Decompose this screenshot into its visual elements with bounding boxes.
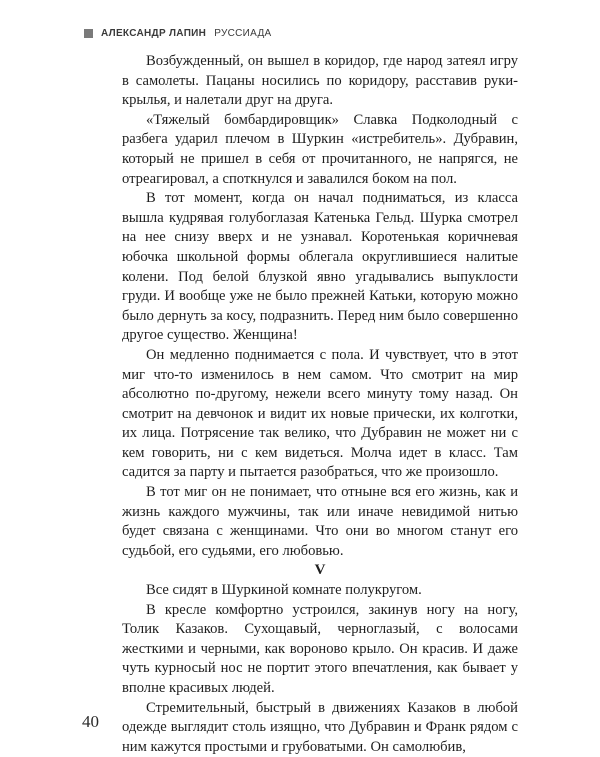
header-marker-square bbox=[84, 29, 93, 38]
paragraph: Возбужденный, он вышел в коридор, где народ затеял игру в самолеты. Пацаны носились по коридору, расставив руки-крылья, и налетали друг на друга. bbox=[122, 53, 518, 109]
running-header bbox=[84, 28, 271, 39]
paragraph: Он медленно поднимается с пола. И чувствует, что в этот миг что-то изменилось в нем самом. Что смотрит на мир абсолютно по-другому, нежели всего минуту тому назад. Он смотрит на девчонок и видит их новые прически, их колготки, их лица. Потрясение так велико, что Дубравин не может ни с кем говорить, ни с кем видеться. Молча идет в класс. Там садится за парту и пытается разобраться, что же произошло. bbox=[122, 346, 518, 481]
page-number: 40 bbox=[82, 712, 99, 731]
paragraph: В тот миг он не понимает, что отныне вся его жизнь, как и жизнь каждого мужчины, так или иначе невидимой нитью будет связана с женщинами. Что они во многом станут его судьбой, его судьями, его любовью. bbox=[122, 484, 518, 559]
paragraph: Стремительный, быстрый в движениях Казаков в любой одежде выглядит столь изящно, что Дубравин и Франк рядом с ним кажутся простыми и грубоватыми. Он самолюбив, bbox=[122, 699, 518, 755]
paragraph: В тот момент, когда он начал подниматься, из класса вышла кудрявая голубоглазая Катенька Гельд. Шурка смотрел на нее снизу вверх и не узнавал. Коротенькая коричневая юбочка школьной формы облегала округлившиеся налитые колени. Под белой блузкой явно угадывались выпуклости груди. И вообще уже не было прежней Катьки, которую можно было дернуть за косу, подразнить. Перед ним было совершенно другое существо. Женщина! bbox=[122, 190, 518, 344]
paragraph: Все сидят в Шуркиной комнате полукругом. bbox=[146, 582, 422, 599]
body-text bbox=[122, 52, 518, 757]
paragraph: В кресле комфортно устроился, закинув ногу на ногу, Толик Казаков. Сухощавый, черноглазый, с волосами жесткими и черными, как вороново крыло. Он красив. И даже чуть курносый нос не портит этого впечатления, как бывает у вполне красивых людей. bbox=[122, 601, 518, 696]
chapter-heading: V bbox=[314, 562, 326, 579]
header-book-title: РУССИАДА bbox=[214, 28, 272, 39]
paragraph: «Тяжелый бомбардировщик» Славка Подколодный с разбега ударил плечом в Шуркин «истребитель». Дубравин, который не пришел в себя от прочитанного, не напрягся, не отреагировал, а споткнулся и завалился боком на пол. bbox=[122, 111, 518, 187]
header-author: АЛЕКСАНДР ЛАПИН bbox=[101, 28, 207, 39]
